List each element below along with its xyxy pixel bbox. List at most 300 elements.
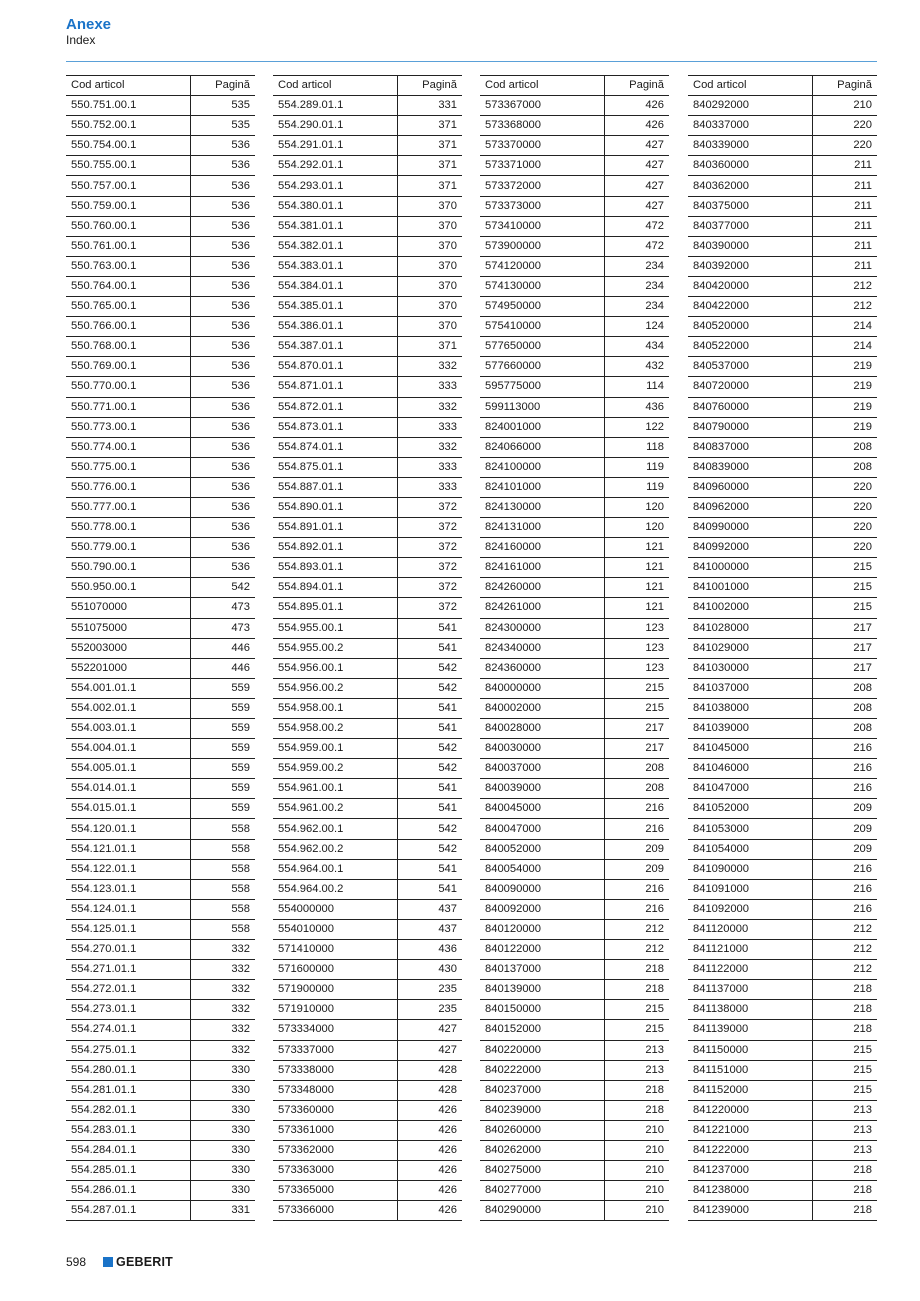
table-row xyxy=(66,698,255,718)
table-row xyxy=(688,919,877,939)
article-code: 554.293.01.1 xyxy=(273,176,398,196)
article-code: 840339000 xyxy=(688,136,813,156)
article-code: 550.769.00.1 xyxy=(66,357,191,377)
page-ref: 208 xyxy=(605,779,670,799)
page-ref: 536 xyxy=(191,317,256,337)
page-ref: 220 xyxy=(813,477,878,497)
table-row xyxy=(273,1000,462,1020)
article-code: 840045000 xyxy=(480,799,605,819)
table-row xyxy=(688,1040,877,1060)
table-row xyxy=(66,598,255,618)
table-row xyxy=(688,759,877,779)
article-code: 554.890.01.1 xyxy=(273,497,398,517)
article-code: 841122000 xyxy=(688,960,813,980)
page-ref: 371 xyxy=(398,136,463,156)
table-row xyxy=(688,779,877,799)
page-ref: 219 xyxy=(813,377,878,397)
table-row xyxy=(480,156,669,176)
article-code: 841053000 xyxy=(688,819,813,839)
article-code: 554.275.01.1 xyxy=(66,1040,191,1060)
article-code: 550.778.00.1 xyxy=(66,518,191,538)
table-row xyxy=(688,1181,877,1201)
page-ref: 437 xyxy=(398,919,463,939)
page-ref: 472 xyxy=(605,216,670,236)
table-row xyxy=(273,196,462,216)
table-row xyxy=(273,759,462,779)
table-row xyxy=(66,1000,255,1020)
table-row xyxy=(273,236,462,256)
page-ref: 446 xyxy=(191,638,256,658)
page-ref: 541 xyxy=(398,879,463,899)
table-row xyxy=(688,196,877,216)
article-code: 554.280.01.1 xyxy=(66,1060,191,1080)
article-code: 554.961.00.1 xyxy=(273,779,398,799)
table-row xyxy=(688,739,877,759)
page-ref: 217 xyxy=(605,739,670,759)
article-code: 840360000 xyxy=(688,156,813,176)
table-row xyxy=(273,899,462,919)
article-code: 840392000 xyxy=(688,256,813,276)
article-code: 840030000 xyxy=(480,739,605,759)
table-row xyxy=(480,256,669,276)
page-ref: 434 xyxy=(605,337,670,357)
page-ref: 216 xyxy=(605,799,670,819)
article-code: 573900000 xyxy=(480,236,605,256)
article-code: 554.956.00.2 xyxy=(273,678,398,698)
page-ref: 213 xyxy=(605,1040,670,1060)
page-ref: 558 xyxy=(191,819,256,839)
page-ref: 370 xyxy=(398,256,463,276)
table-row xyxy=(273,558,462,578)
page-ref: 559 xyxy=(191,719,256,739)
table-row xyxy=(480,1000,669,1020)
article-code: 840237000 xyxy=(480,1080,605,1100)
table-row xyxy=(480,357,669,377)
article-code: 841222000 xyxy=(688,1140,813,1160)
article-code: 554.962.00.1 xyxy=(273,819,398,839)
table-row xyxy=(688,799,877,819)
article-code: 554.289.01.1 xyxy=(273,96,398,116)
page-ref: 371 xyxy=(398,337,463,357)
article-code: 554.286.01.1 xyxy=(66,1181,191,1201)
page-ref: 220 xyxy=(813,116,878,136)
page-ref: 219 xyxy=(813,417,878,437)
table-row xyxy=(66,417,255,437)
page-ref: 432 xyxy=(605,357,670,377)
article-code: 824001000 xyxy=(480,417,605,437)
article-code: 554.964.00.1 xyxy=(273,859,398,879)
table-row xyxy=(273,739,462,759)
page-ref: 330 xyxy=(191,1181,256,1201)
page-ref: 427 xyxy=(605,196,670,216)
page-ref: 332 xyxy=(191,1000,256,1020)
table-row xyxy=(480,1201,669,1221)
article-code: 554.887.01.1 xyxy=(273,477,398,497)
article-code: 840837000 xyxy=(688,437,813,457)
article-code: 554.875.01.1 xyxy=(273,457,398,477)
article-code: 554010000 xyxy=(273,919,398,939)
table-row xyxy=(66,457,255,477)
page-ref: 427 xyxy=(605,176,670,196)
article-code: 840377000 xyxy=(688,216,813,236)
article-code: 824100000 xyxy=(480,457,605,477)
page-ref: 536 xyxy=(191,357,256,377)
column-header-code: Cod articol xyxy=(480,76,605,96)
table-row xyxy=(66,1060,255,1080)
page-ref: 370 xyxy=(398,216,463,236)
page-ref: 536 xyxy=(191,417,256,437)
page-ref: 212 xyxy=(813,960,878,980)
page-ref: 332 xyxy=(191,960,256,980)
table-row xyxy=(66,518,255,538)
article-code: 554.958.00.2 xyxy=(273,719,398,739)
article-code: 550.757.00.1 xyxy=(66,176,191,196)
table-row xyxy=(273,216,462,236)
page-ref: 536 xyxy=(191,297,256,317)
article-code: 824300000 xyxy=(480,618,605,638)
page-ref: 332 xyxy=(398,397,463,417)
article-code: 554.956.00.1 xyxy=(273,658,398,678)
page-ref: 234 xyxy=(605,297,670,317)
table-row xyxy=(273,437,462,457)
article-code: 571410000 xyxy=(273,940,398,960)
table-row xyxy=(273,357,462,377)
table-row xyxy=(66,799,255,819)
article-code: 554.290.01.1 xyxy=(273,116,398,136)
table-row xyxy=(480,276,669,296)
article-code: 554.959.00.1 xyxy=(273,739,398,759)
page-ref: 558 xyxy=(191,919,256,939)
page-ref: 215 xyxy=(605,1000,670,1020)
page-ref: 446 xyxy=(191,658,256,678)
article-code: 573348000 xyxy=(273,1080,398,1100)
table-row xyxy=(688,156,877,176)
article-code: 554.383.01.1 xyxy=(273,256,398,276)
table-row xyxy=(66,497,255,517)
article-code: 573371000 xyxy=(480,156,605,176)
page-ref: 217 xyxy=(813,618,878,638)
article-code: 554.123.01.1 xyxy=(66,879,191,899)
table-row xyxy=(480,1020,669,1040)
table-row xyxy=(480,698,669,718)
table-row xyxy=(688,658,877,678)
table-row xyxy=(66,397,255,417)
article-code: 840337000 xyxy=(688,116,813,136)
page-ref: 220 xyxy=(813,538,878,558)
table-row xyxy=(66,779,255,799)
article-code: 554.292.01.1 xyxy=(273,156,398,176)
article-code: 554.959.00.2 xyxy=(273,759,398,779)
article-code: 841238000 xyxy=(688,1181,813,1201)
table-row xyxy=(688,497,877,517)
page-ref: 536 xyxy=(191,276,256,296)
article-code: 550.755.00.1 xyxy=(66,156,191,176)
article-code: 841038000 xyxy=(688,698,813,718)
table-row xyxy=(66,980,255,1000)
table-row xyxy=(688,1100,877,1120)
table-row xyxy=(688,176,877,196)
page-ref: 536 xyxy=(191,176,256,196)
table-row xyxy=(273,879,462,899)
page-ref: 220 xyxy=(813,136,878,156)
article-code: 554.015.01.1 xyxy=(66,799,191,819)
table-row xyxy=(480,839,669,859)
page-ref: 541 xyxy=(398,859,463,879)
article-code: 571900000 xyxy=(273,980,398,1000)
page-ref: 122 xyxy=(605,417,670,437)
table-row xyxy=(480,196,669,216)
table-row xyxy=(688,819,877,839)
table-row xyxy=(66,678,255,698)
table-row xyxy=(480,377,669,397)
table-row xyxy=(480,739,669,759)
article-code: 550.777.00.1 xyxy=(66,497,191,517)
page-ref: 542 xyxy=(398,658,463,678)
page-ref: 330 xyxy=(191,1140,256,1160)
page-ref: 536 xyxy=(191,457,256,477)
article-code: 595775000 xyxy=(480,377,605,397)
page-ref: 330 xyxy=(191,1100,256,1120)
page-ref: 121 xyxy=(605,578,670,598)
page-ref: 219 xyxy=(813,397,878,417)
page-ref: 430 xyxy=(398,960,463,980)
article-code: 551070000 xyxy=(66,598,191,618)
table-row xyxy=(480,317,669,337)
page-ref: 215 xyxy=(813,598,878,618)
page-ref: 535 xyxy=(191,96,256,116)
page-ref: 333 xyxy=(398,417,463,437)
article-code: 841092000 xyxy=(688,899,813,919)
table-row xyxy=(480,558,669,578)
page-ref: 371 xyxy=(398,156,463,176)
article-code: 554.873.01.1 xyxy=(273,417,398,437)
table-row xyxy=(273,397,462,417)
page-ref: 426 xyxy=(605,96,670,116)
table-row xyxy=(273,598,462,618)
article-code: 550.775.00.1 xyxy=(66,457,191,477)
page-ref: 333 xyxy=(398,457,463,477)
article-code: 573360000 xyxy=(273,1100,398,1120)
table-row xyxy=(688,437,877,457)
table-row xyxy=(273,1060,462,1080)
article-code: 554.382.01.1 xyxy=(273,236,398,256)
table-row xyxy=(273,297,462,317)
table-row xyxy=(66,658,255,678)
article-code: 574120000 xyxy=(480,256,605,276)
article-code: 840139000 xyxy=(480,980,605,1000)
page-ref: 559 xyxy=(191,698,256,718)
article-code: 840990000 xyxy=(688,518,813,538)
article-code: 841001000 xyxy=(688,578,813,598)
article-code: 573338000 xyxy=(273,1060,398,1080)
table-row xyxy=(66,940,255,960)
article-code: 840220000 xyxy=(480,1040,605,1060)
table-row xyxy=(66,136,255,156)
table-row xyxy=(688,1080,877,1100)
article-code: 824261000 xyxy=(480,598,605,618)
article-code: 840222000 xyxy=(480,1060,605,1080)
page-ref: 220 xyxy=(813,518,878,538)
page-ref: 330 xyxy=(191,1080,256,1100)
table-row xyxy=(688,1161,877,1181)
table-row xyxy=(688,417,877,437)
table-row xyxy=(688,256,877,276)
table-row xyxy=(688,116,877,136)
page-ref: 559 xyxy=(191,759,256,779)
page-ref: 473 xyxy=(191,618,256,638)
article-code: 841047000 xyxy=(688,779,813,799)
table-row xyxy=(273,1181,462,1201)
table-row xyxy=(273,719,462,739)
article-code: 841150000 xyxy=(688,1040,813,1060)
table-row xyxy=(480,779,669,799)
table-row xyxy=(273,1120,462,1140)
page-ref: 209 xyxy=(813,819,878,839)
table-row xyxy=(688,899,877,919)
page-ref: 541 xyxy=(398,638,463,658)
article-code: 573334000 xyxy=(273,1020,398,1040)
article-code: 554000000 xyxy=(273,899,398,919)
article-code: 840092000 xyxy=(480,899,605,919)
table-row xyxy=(273,1201,462,1221)
page-ref: 209 xyxy=(813,839,878,859)
article-code: 554.894.01.1 xyxy=(273,578,398,598)
page-ref: 208 xyxy=(605,759,670,779)
table-row xyxy=(273,1140,462,1160)
page-ref: 217 xyxy=(605,719,670,739)
table-row xyxy=(480,337,669,357)
article-code: 599113000 xyxy=(480,397,605,417)
page-ref: 536 xyxy=(191,216,256,236)
table-row xyxy=(66,216,255,236)
article-code: 550.770.00.1 xyxy=(66,377,191,397)
table-row xyxy=(273,658,462,678)
table-row xyxy=(273,1161,462,1181)
article-code: 840262000 xyxy=(480,1140,605,1160)
table-row xyxy=(688,960,877,980)
page-ref: 218 xyxy=(605,1080,670,1100)
page-ref: 121 xyxy=(605,538,670,558)
article-code: 824160000 xyxy=(480,538,605,558)
table-row xyxy=(66,899,255,919)
table-row xyxy=(273,919,462,939)
page-ref: 330 xyxy=(191,1120,256,1140)
page-ref: 211 xyxy=(813,256,878,276)
page-ref: 215 xyxy=(813,558,878,578)
table-row xyxy=(66,759,255,779)
page-ref: 121 xyxy=(605,558,670,578)
table-row xyxy=(66,256,255,276)
table-row xyxy=(688,397,877,417)
page-ref: 220 xyxy=(813,497,878,517)
table-row xyxy=(273,859,462,879)
page-ref: 428 xyxy=(398,1080,463,1100)
article-code: 841237000 xyxy=(688,1161,813,1181)
article-code: 840120000 xyxy=(480,919,605,939)
article-code: 573370000 xyxy=(480,136,605,156)
page-ref: 120 xyxy=(605,497,670,517)
page-ref: 213 xyxy=(813,1100,878,1120)
article-code: 824066000 xyxy=(480,437,605,457)
header-divider xyxy=(66,61,877,62)
column-header-code: Cod articol xyxy=(66,76,191,96)
table-row xyxy=(273,457,462,477)
page-ref: 372 xyxy=(398,558,463,578)
brand-logo xyxy=(103,1255,173,1269)
table-row xyxy=(688,236,877,256)
table-header-row xyxy=(66,76,255,96)
table-row xyxy=(273,698,462,718)
article-code: 840537000 xyxy=(688,357,813,377)
table-row xyxy=(688,1020,877,1040)
table-row xyxy=(480,477,669,497)
article-code: 554.282.01.1 xyxy=(66,1100,191,1120)
article-code: 554.121.01.1 xyxy=(66,839,191,859)
article-code: 571910000 xyxy=(273,1000,398,1020)
table-row xyxy=(273,538,462,558)
page-ref: 123 xyxy=(605,618,670,638)
article-code: 841045000 xyxy=(688,739,813,759)
article-code: 550.774.00.1 xyxy=(66,437,191,457)
article-code: 554.385.01.1 xyxy=(273,297,398,317)
index-table-3 xyxy=(480,75,669,1221)
article-code: 574950000 xyxy=(480,297,605,317)
page-ref: 216 xyxy=(605,819,670,839)
table-row xyxy=(273,839,462,859)
page-ref: 436 xyxy=(398,940,463,960)
page-ref: 427 xyxy=(398,1040,463,1060)
table-row xyxy=(480,658,669,678)
page-ref: 436 xyxy=(605,397,670,417)
page-ref: 333 xyxy=(398,377,463,397)
table-row xyxy=(273,377,462,397)
table-row xyxy=(273,156,462,176)
table-row xyxy=(688,297,877,317)
page-ref: 426 xyxy=(398,1100,463,1120)
article-code: 554.387.01.1 xyxy=(273,337,398,357)
article-code: 824130000 xyxy=(480,497,605,517)
table-row xyxy=(480,618,669,638)
page-ref: 541 xyxy=(398,618,463,638)
page-ref: 212 xyxy=(813,919,878,939)
table-row xyxy=(273,1020,462,1040)
column-header-code: Cod articol xyxy=(273,76,398,96)
table-row xyxy=(688,578,877,598)
article-code: 554.272.01.1 xyxy=(66,980,191,1000)
page-ref: 217 xyxy=(813,638,878,658)
article-code: 551075000 xyxy=(66,618,191,638)
page-ref: 218 xyxy=(813,1181,878,1201)
article-code: 554.958.00.1 xyxy=(273,698,398,718)
page-ref: 218 xyxy=(813,1020,878,1040)
table-row xyxy=(66,176,255,196)
column-header-page: Pagină xyxy=(813,76,878,96)
article-code: 550.768.00.1 xyxy=(66,337,191,357)
article-code: 554.002.01.1 xyxy=(66,698,191,718)
page-ref: 542 xyxy=(398,759,463,779)
page-ref: 371 xyxy=(398,116,463,136)
table-row xyxy=(66,859,255,879)
article-code: 841151000 xyxy=(688,1060,813,1080)
page-ref: 212 xyxy=(605,940,670,960)
table-row xyxy=(273,638,462,658)
article-code: 840150000 xyxy=(480,1000,605,1020)
article-code: 841152000 xyxy=(688,1080,813,1100)
article-code: 840960000 xyxy=(688,477,813,497)
page-ref: 216 xyxy=(813,779,878,799)
page-ref: 426 xyxy=(398,1120,463,1140)
article-code: 554.895.01.1 xyxy=(273,598,398,618)
